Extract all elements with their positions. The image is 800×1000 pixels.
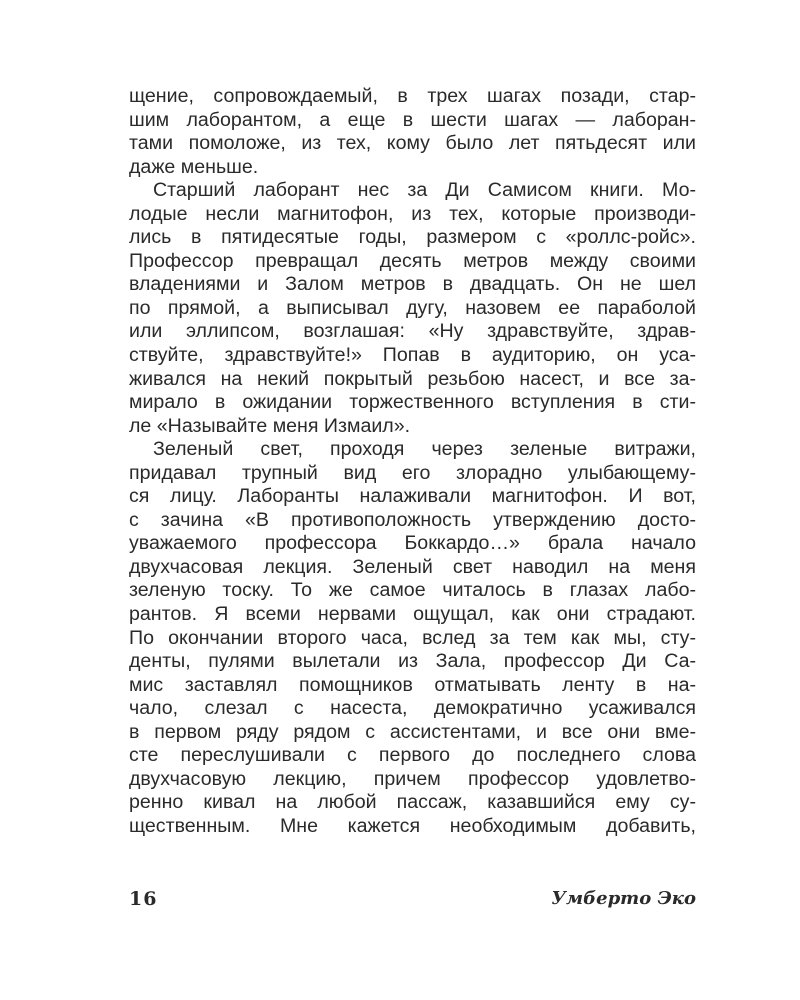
text-line: живался на некий покрытый резьбою насест, и все за- xyxy=(129,367,696,390)
page-footer xyxy=(129,888,696,914)
text-line: зеленую тоску. То же самое читалось в глазах лабо- xyxy=(129,579,696,602)
text-line: мирало в ожидании торжественного вступления в сти- xyxy=(129,391,696,414)
text-line: ренно кивал на любой пассаж, казавшийся ему су- xyxy=(129,791,696,814)
running-footer-author: Умберто Эко xyxy=(551,888,696,909)
text-line: Старший лаборант нес за Ди Самисом книги. Мо- xyxy=(153,179,696,202)
text-line: Профессор превращал десять метров между своими xyxy=(129,249,696,272)
text-line: двухчасовую лекцию, причем профессор удовлетво- xyxy=(129,767,696,790)
text-line: по прямой, а выписывал дугу, назовем ее параболой xyxy=(129,296,696,319)
text-line: чало, слезал с насеста, демократично усаживался xyxy=(129,697,696,720)
text-line: рантов. Я всеми нервами ощущал, как они страдают. xyxy=(129,603,696,626)
text-line: ле «Называйте меня Измаил». xyxy=(129,414,411,437)
body-text xyxy=(129,85,696,839)
text-line: придавал трупный вид его злорадно улыбающему- xyxy=(129,461,696,484)
text-line: сте переслушивали с первого до последнего слова xyxy=(129,744,696,767)
text-line: ся лицу. Лаборанты налаживали магнитофон. И вот, xyxy=(129,485,696,508)
text-line: Зеленый свет, проходя через зеленые витражи, xyxy=(153,438,696,461)
text-line: лись в пятидесятые годы, размером с «роллс-ройс». xyxy=(129,226,696,249)
text-line: даже меньше. xyxy=(129,155,259,178)
text-line: ствуйте, здравствуйте!» Попав в аудиторию, он уса- xyxy=(129,344,696,367)
text-line: с зачина «В противоположность утверждению досто- xyxy=(129,508,696,531)
text-line: тами помоложе, из тех, кому было лет пятьдесят или xyxy=(129,132,696,155)
text-line: лодые несли магнитофон, из тех, которые производи- xyxy=(129,202,696,225)
page-number: 16 xyxy=(129,888,158,910)
text-line: По окончании второго часа, вслед за тем как мы, сту- xyxy=(129,626,696,649)
text-line: щественным. Мне кажется необходимым добавить, xyxy=(129,814,696,837)
text-line: в первом ряду рядом с ассистентами, и все они вме- xyxy=(129,720,696,743)
text-line: уважаемого профессора Боккардо…» брала начало xyxy=(129,532,696,555)
text-line: шим лаборантом, а еще в шести шагах — лаборан- xyxy=(129,108,696,131)
text-line: мис заставлял помощников отматывать ленту в на- xyxy=(129,673,696,696)
text-line: щение, сопровождаемый, в трех шагах позади, стар- xyxy=(129,85,696,107)
text-line: денты, пулями вылетали из Зала, профессор Ди Са- xyxy=(129,650,696,673)
text-line: или эллипсом, возглашая: «Ну здравствуйте, здрав- xyxy=(129,320,696,343)
text-line: владениями и Залом метров в двадцать. Он не шел xyxy=(129,273,696,296)
text-line: двухчасовая лекция. Зеленый свет наводил на меня xyxy=(129,555,696,578)
